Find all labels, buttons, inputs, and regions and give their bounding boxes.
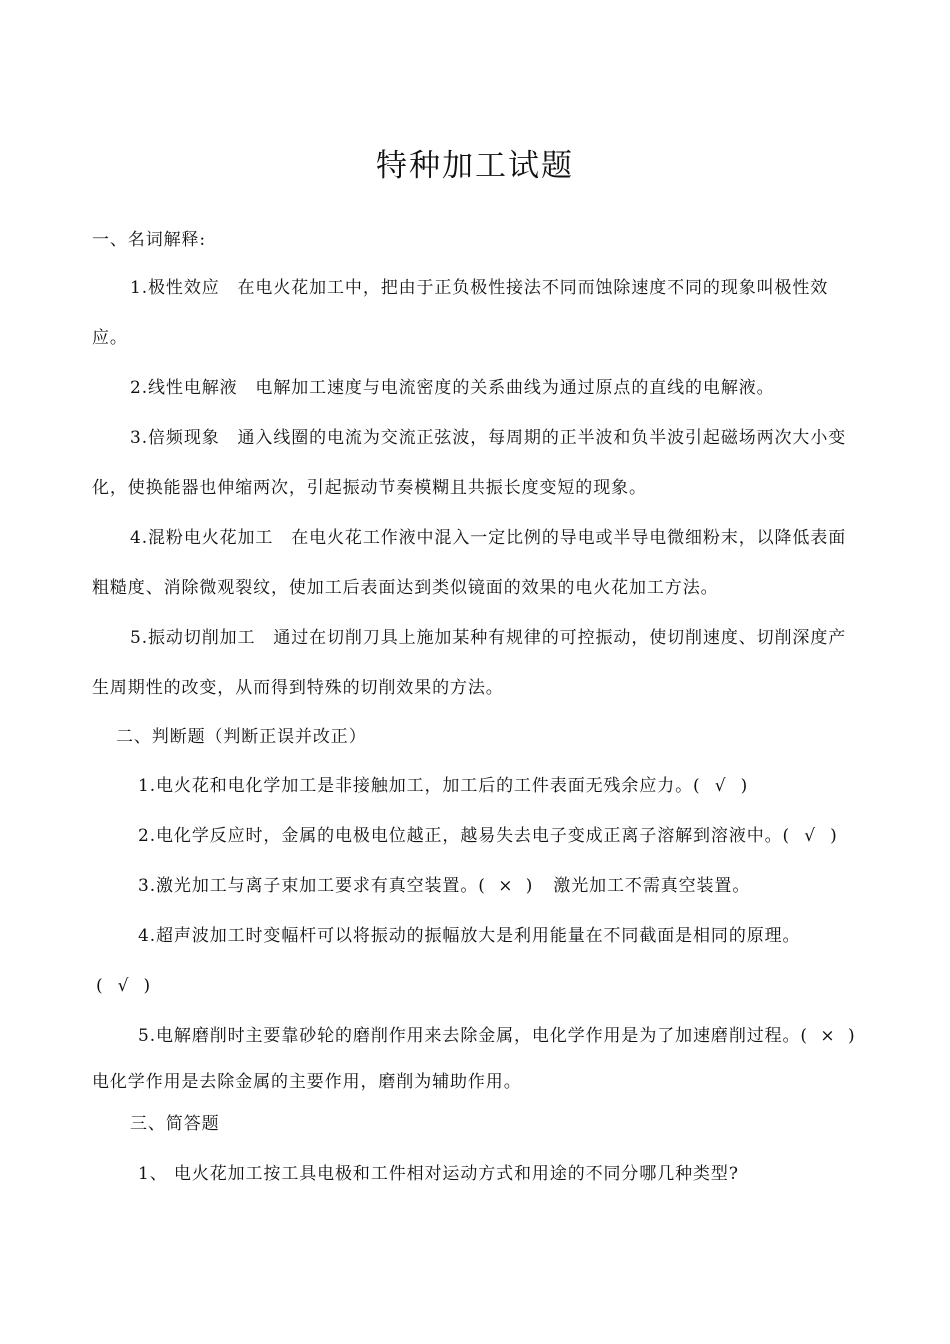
judgement-item-3-open: ( bbox=[478, 876, 486, 896]
judgement-item-2-text: 2.电化学反应时，金属的电极电位越正，越易失去电子变成正离子溶解到溶液中。 bbox=[138, 826, 783, 846]
definition-4-line-2: 粗糙度、消除微观裂纹，使加工后表面达到类似镜面的效果的电火花加工方法。 bbox=[92, 578, 719, 598]
judgement-item-1-open: ( bbox=[693, 776, 701, 796]
definition-3-line-1: 3.倍频现象 通入线圈的电流为交流正弦波，每周期的正半波和负半波引起磁场两次大小变 bbox=[130, 428, 847, 448]
judgement-item-1 bbox=[138, 774, 748, 798]
section-heading-definitions: 一、名词解释: bbox=[92, 230, 207, 250]
judgement-item-1-mark: √ bbox=[714, 776, 727, 796]
judgement-item-4-text: 4.超声波加工时变幅杆可以将振动的振幅放大是利用能量在不同截面是相同的原理。 bbox=[138, 926, 801, 946]
definition-1-line-2: 应。 bbox=[92, 328, 128, 348]
section-heading-true-false: 二、判断题（判断正误并改正） bbox=[116, 727, 367, 747]
judgement-item-3 bbox=[138, 874, 750, 898]
judgement-item-1-text: 1.电火花和电化学加工是非接触加工，加工后的工件表面无残余应力。 bbox=[138, 776, 694, 796]
judgement-item-2-mark: √ bbox=[804, 826, 816, 846]
judgement-item-5-close: ) bbox=[847, 1026, 856, 1046]
judgement-item-3-text: 3.激光加工与离子束加工要求有真空装置。 bbox=[138, 876, 479, 896]
section-heading-short-answer: 三、简答题 bbox=[130, 1114, 220, 1134]
judgement-item-2-close: ) bbox=[830, 826, 838, 846]
judgement-item-5-open: ( bbox=[800, 1026, 808, 1046]
definition-2-line-1: 2.线性电解液 电解加工速度与电流密度的关系曲线为通过原点的直线的电解液。 bbox=[130, 378, 775, 398]
definition-5-line-2: 生周期性的改变，从而得到特殊的切削效果的方法。 bbox=[92, 678, 504, 698]
judgement-item-3-close: ) bbox=[525, 876, 534, 896]
judgement-item-3-mark: × bbox=[498, 876, 514, 896]
definition-4-line-1: 4.混粉电火花加工 在电火花工作液中混入一定比例的导电或半导电微细粉末，以降低表面 bbox=[130, 528, 847, 548]
page-title: 特种加工试题 bbox=[376, 148, 574, 184]
judgement-item-5-text: 5.电解磨削时主要靠砂轮的磨削作用来去除金属，电化学作用是为了加速磨削过程。 bbox=[138, 1026, 801, 1046]
judgement-item-4-close: ) bbox=[143, 976, 152, 996]
judgement-item-4-answer bbox=[96, 974, 151, 998]
definition-3-line-2: 化，使换能器也伸缩两次，引起振动节奏模糊且共振长度变短的现象。 bbox=[92, 478, 647, 498]
judgement-item-4-mark: √ bbox=[117, 976, 130, 996]
judgement-item-5-correction: 电化学作用是去除金属的主要作用，磨削为辅助作用。 bbox=[92, 1072, 522, 1092]
judgement-item-1-close: ) bbox=[740, 776, 749, 796]
judgement-item-5-mark: × bbox=[820, 1026, 836, 1046]
judgement-item-4-open: ( bbox=[96, 976, 104, 996]
judgement-item-2-open: ( bbox=[782, 826, 791, 846]
judgement-item-5 bbox=[138, 1024, 856, 1048]
judgement-item-3-correction: 激光加工不需真空装置。 bbox=[553, 876, 751, 896]
definition-5-line-1: 5.振动切削加工 通过在切削刀具上施加某种有规律的可控振动，使切削速度、切削深度产 bbox=[130, 628, 847, 648]
judgement-item-2 bbox=[138, 824, 838, 848]
definition-1-line-1: 1.极性效应 在电火花加工中，把由于正负极性接法不同而蚀除速度不同的现象叫极性效 bbox=[130, 278, 829, 298]
short-answer-question-1: 1、 电火花加工按工具电极和工件相对运动方式和用途的不同分哪几种类型? bbox=[138, 1164, 739, 1184]
